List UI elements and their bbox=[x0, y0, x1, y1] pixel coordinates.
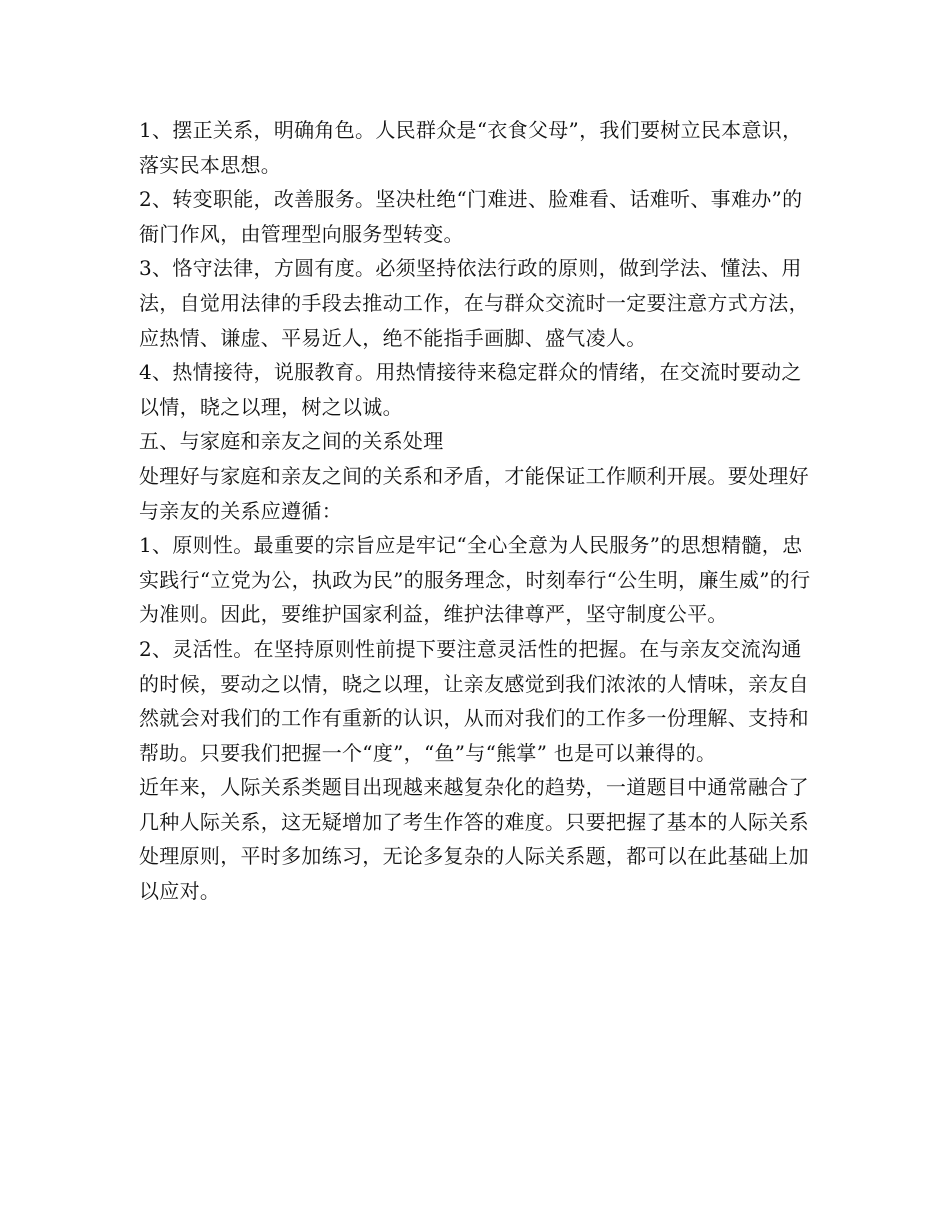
section-heading-family: 五、与家庭和亲友之间的关系处理 bbox=[139, 429, 444, 454]
paragraph-conclusion: 近年来，人际关系类题目出现越来越复杂化的趋势，一道题目中通常融合了几种人际关系，这无疑增加了考生作答的难度。只要把握了基本的人际关系处理原则，平时多加练习，无论多复杂的人际关系题，都可以在此基础上加以应对。 bbox=[139, 775, 809, 904]
document-body bbox=[139, 113, 819, 909]
paragraph-relation-2: 2、转变职能，改善服务。坚决杜绝“门难进、脸难看、话难听、事难办”的衙门作风，由管理型向服务型转变。 bbox=[139, 187, 803, 246]
paragraph-relation-3: 3、恪守法律，方圆有度。必须坚持依法行政的原则，做到学法、懂法、用法，自觉用法律的手段去推动工作，在与群众交流时一定要注意方式方法，应热情、谦虚、平易近人，绝不能指手画脚、盛气凌人。 bbox=[139, 256, 809, 350]
paragraph-relation-1: 1、摆正关系，明确角色。人民群众是“衣食父母”，我们要树立民本意识，落实民本思想。 bbox=[139, 118, 803, 177]
paragraph-family-intro: 处理好与家庭和亲友之间的关系和矛盾，才能保证工作顺利开展。要处理好与亲友的关系应遵循： bbox=[139, 463, 809, 523]
paragraph-relation-4: 4、热情接待，说服教育。用热情接待来稳定群众的情绪，在交流时要动之以情，晓之以理，树之以诚。 bbox=[139, 360, 802, 419]
paragraph-principle: 1、原则性。最重要的宗旨应是牢记“全心全意为人民服务”的思想精髓，忠实践行“立党为公，执政为民”的服务理念，时刻奉行“公生明，廉生威”的行为准则。因此，要维护国家利益，维护法律尊严，坚守制度公平。 bbox=[139, 533, 811, 627]
paragraph-flexibility: 2、灵活性。在坚持原则性前提下要注意灵活性的把握。在与亲友交流沟通的时候，要动之以情，晓之以理，让亲友感觉到我们浓浓的人情味，亲友自然就会对我们的工作有重新的认识，从而对我们的工作多一份理解、支持和帮助。只要我们把握一个“度”，“鱼”与“熊掌” 也是可以兼得的。 bbox=[139, 636, 809, 765]
